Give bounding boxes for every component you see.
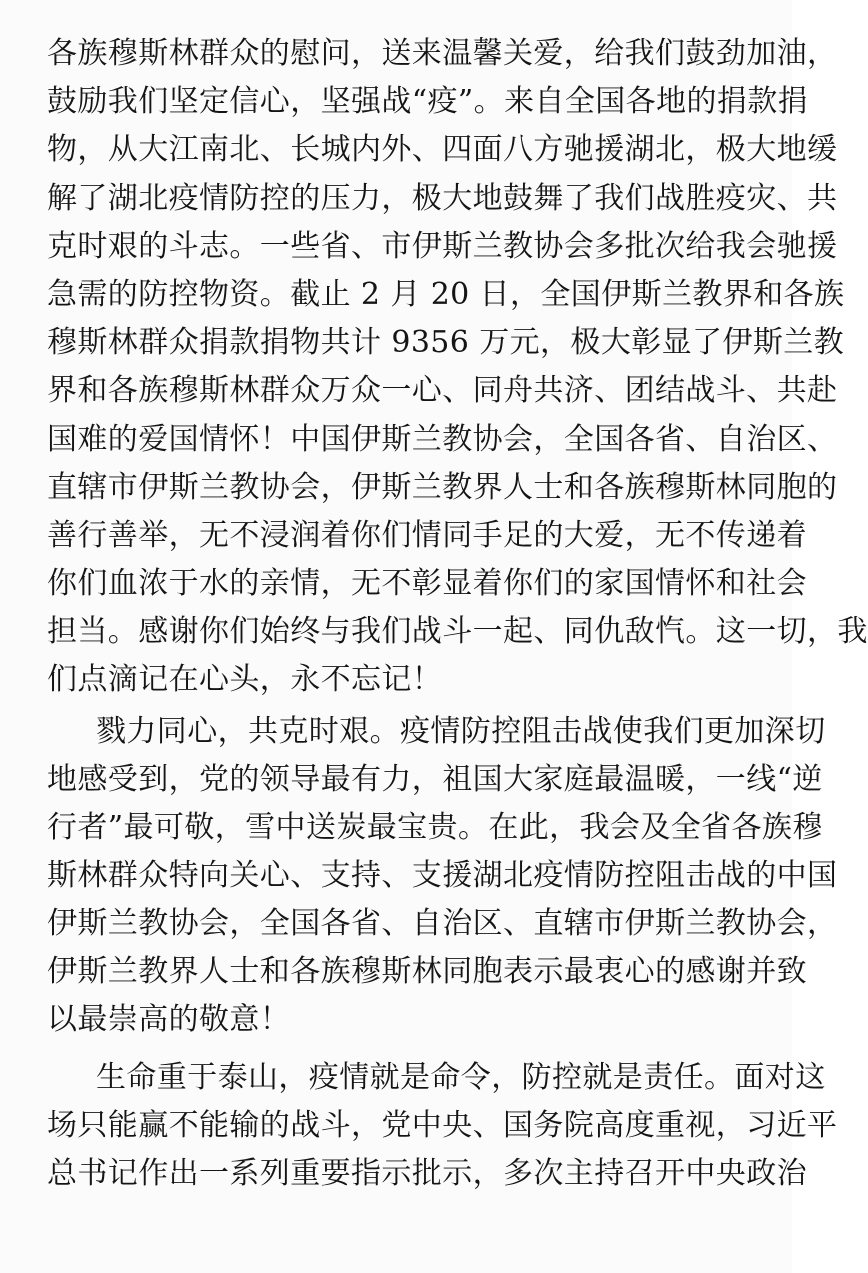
text-line: 伊斯兰教协会，全国各省、自治区、直辖市伊斯兰教协会， [47, 906, 838, 941]
text-line: 直辖市伊斯兰教协会，伊斯兰教界人士和各族穆斯林同胞的 [47, 470, 838, 505]
text-line: 场只能赢不能输的战斗，党中央、国务院高度重视，习近平 [47, 1108, 838, 1143]
text-line: 国难的爱国情怀！中国伊斯兰教协会，全国各省、自治区、 [47, 422, 838, 457]
text-line: 斯林群众特向关心、支持、支援湖北疫情防控阻击战的中国 [47, 858, 838, 893]
text-line: 们点滴记在心头，永不忘记！ [47, 662, 443, 697]
text-line: 各族穆斯林群众的慰问，送来温馨关爱，给我们鼓劲加油， [47, 36, 838, 71]
paragraph-start-line: 生命重于泰山，疫情就是命令，防控就是责任。面对这 [96, 1060, 826, 1095]
text-line: 善行善举，无不浸润着你们情同手足的大爱，无不传递着 [47, 518, 807, 553]
text-line: 穆斯林群众捐款捐物共计 9356 万元，极大彰显了伊斯兰教 [47, 325, 845, 360]
text-line: 总书记作出一系列重要指示批示，多次主持召开中央政治 [47, 1156, 807, 1191]
text-line: 急需的防控物资。截止 2 月 20 日，全国伊斯兰教界和各族 [47, 277, 845, 312]
text-line: 物，从大江南北、长城内外、四面八方驰援湖北，极大地缓 [47, 132, 838, 167]
text-line: 鼓励我们坚定信心，坚强战“疫”。来自全国各地的捐款捐 [47, 84, 809, 119]
text-line: 行者”最可敬，雪中送炭最宝贵。在此，我会及全省各族穆 [47, 810, 823, 845]
text-line: 克时艰的斗志。一些省、市伊斯兰教协会多批次给我会驰援 [47, 229, 838, 264]
text-line: 地感受到，党的领导最有力，祖国大家庭最温暖，一线“逆 [47, 762, 823, 797]
text-line: 以最崇高的敬意！ [47, 1002, 291, 1037]
text-line: 担当。感谢你们始终与我们战斗一起、同仇敌忾。这一切，我 [47, 614, 868, 649]
text-line: 界和各族穆斯林群众万众一心、同舟共济、团结战斗、共赴 [47, 373, 838, 408]
text-line: 你们血浓于水的亲情，无不彰显着你们的家国情怀和社会 [47, 566, 807, 601]
text-line: 解了湖北疫情防控的压力，极大地鼓舞了我们战胜疫灾、共 [47, 181, 838, 216]
paragraph-start-line: 戮力同心，共克时艰。疫情防控阻击战使我们更加深切 [96, 714, 826, 749]
text-line: 伊斯兰教界人士和各族穆斯林同胞表示最衷心的感谢并致 [47, 954, 807, 989]
